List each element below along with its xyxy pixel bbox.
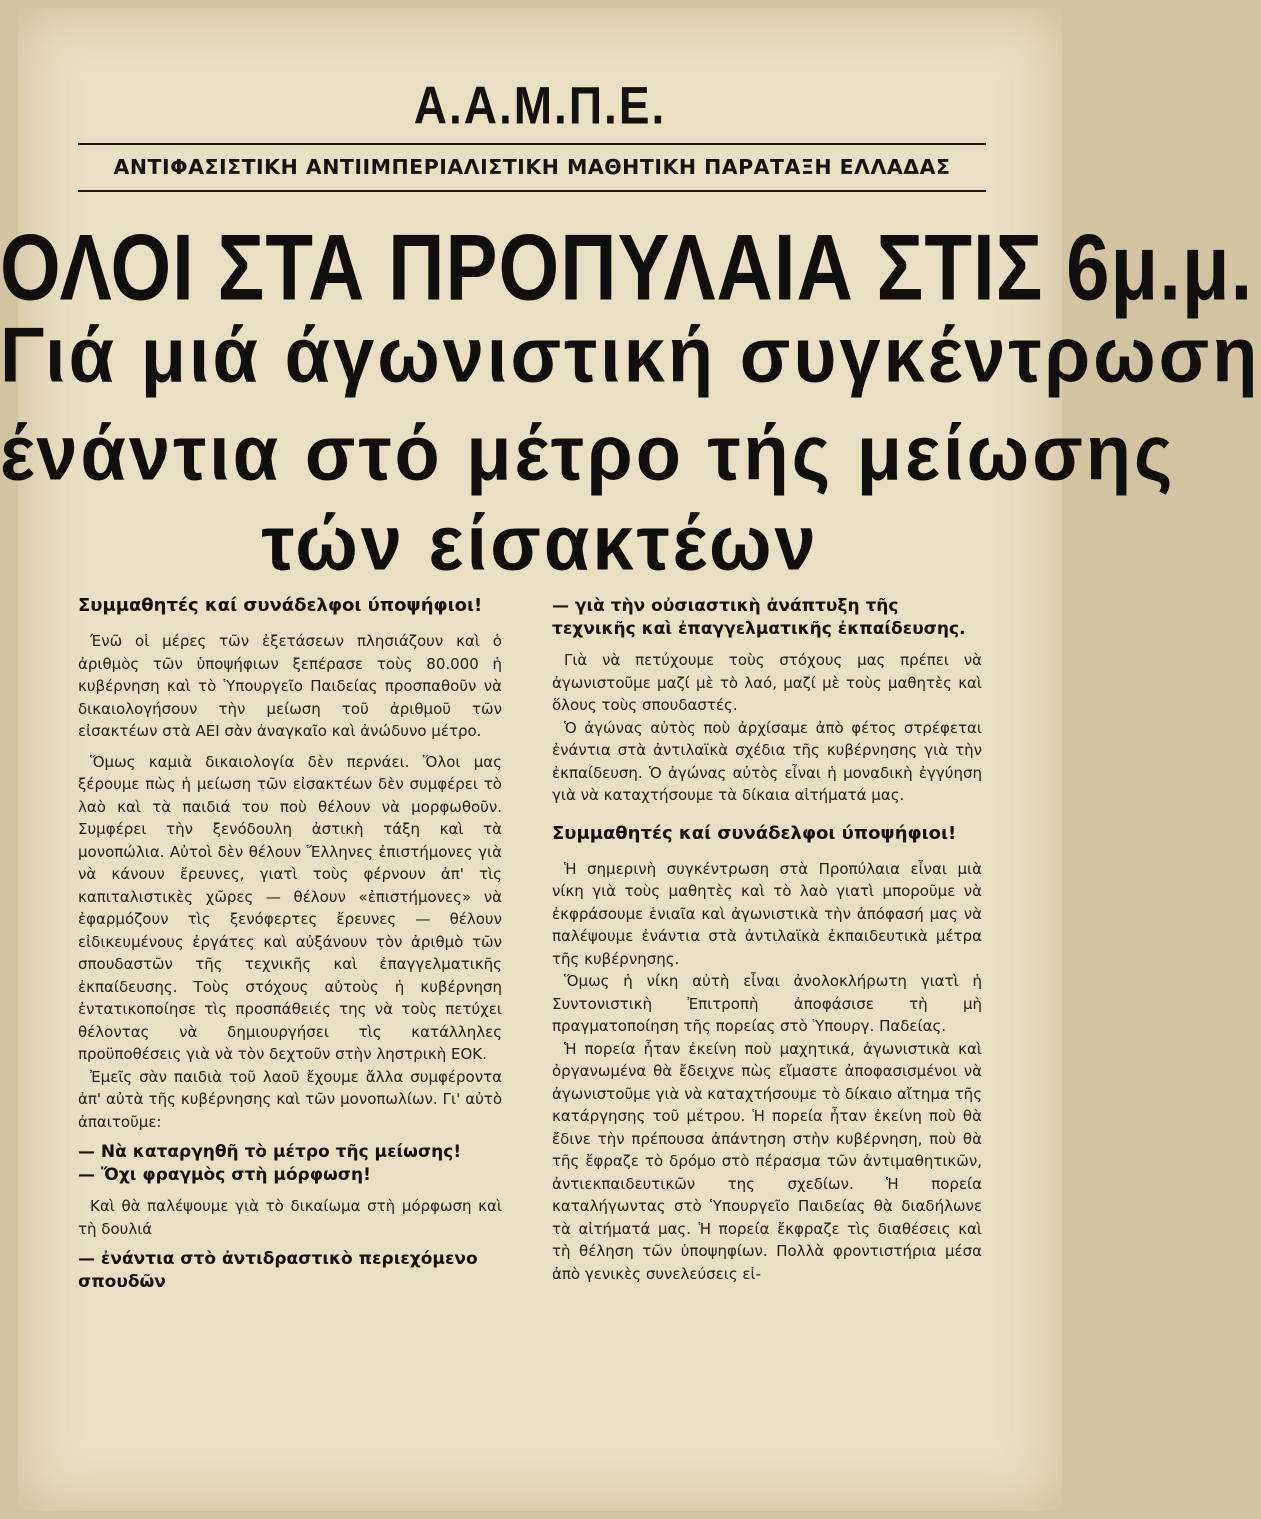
demand: — Ὄχι φραγμὸς στὴ μόρφωση! [78, 1165, 371, 1185]
header-rule-top [78, 143, 986, 145]
paragraph: Γιὰ νὰ πετύχουμε τοὺς στόχους μας πρέπει νὰ ἀγωνιστοῦμε μαζί μὲ τὸ λαό, μαζί μὲ τοὺς μαθητὲς καὶ ὅλους τοὺς σπουδαστές. [552, 651, 982, 714]
paragraph: Ὁ ἀγώνας αὐτὸς ποὺ ἀρχίσαμε ἀπὸ φέτος στρέφεται ἐνάντια στὰ ἀντιλαϊκὰ σχέδια τῆς κυβέρνησης γιὰ τὴν ἐκπαίδευση. Ὁ ἀγώνας αὐτὸς εἶναι ἡ μοναδικὴ ἐγγύηση γιὰ νὰ καταχτήσουμε τὰ δίκαια αἰτήματά μας. [552, 718, 982, 804]
headline-line-4: τών είσακτέων [261, 498, 819, 587]
paragraph: Ἐμεῖς σὰν παιδιὰ τοῦ λαοῦ ἔχουμε ἄλλα συμφέροντα ἀπ' αὐτὰ τῆς κυβέρνησης καὶ τῶν μονοπωλίων. Γι' αὐτὸ ἀπαιτοῦμε: [78, 1067, 502, 1131]
greeting: Συμμαθητές καί συνάδελφοι ύποψήφιοι! [78, 595, 483, 616]
paragraph: Ὅμως καμιὰ δικαιολογία δὲν περνάει. Ὅλοι μας ξέρουμε πὼς ἡ μείωση τῶν εἰσακτέων δὲν συμφέρει τὸ λαὸ καὶ τὰ παιδιά του ποὺ θέλουν νὰ μορφωθοῦν. Συμφέρει τὴν ξενόδουλη ἀστικὴ τάξη καὶ τὰ μονοπώλια. Αὐτοὶ δὲν θέλουν Ἕλληνες ἐπιστήμονες γιὰ νὰ κάνουν ἔρευνες, γιατὶ τοὺς φέρνουν ἀπ' τὶς καπιταλιστικὲς χῶρες — θέλουν «ἐπιστήμονες» νὰ ἐφαρμόζουν τὶς ξενόφερτες ἔρευνες — θέλουν εἰδικευμένους ἐργάτες καὶ αὐξάνουν τὸν ἀριθμὸ τῶν σπουδαστῶν τῆς τεχνικῆς καὶ ἐπαγγελματικῆς ἐκπαίδευσης. Τοὺς στόχους αὐτοὺς ἡ κυβέρνηση ἐντατικοποίησε τὶς προσπάθειές της νὰ τοὺς πετύχει θέλοντας νὰ δημιουργήσει τὶς κατάλληλες προϋποθέσεις γιὰ νὰ τὸν δεχτοῦν στὴν ληστρικὴ ΕΟΚ. [78, 752, 502, 1063]
header-rule-bottom [78, 190, 986, 192]
demand: — Νὰ καταργηθῆ τὸ μέτρο τῆς μείωσης! [78, 1142, 462, 1162]
headline-line-1: ΟΛΟΙ ΣΤΑ ΠΡΟΠΥΛΑΙΑ ΣΤΙΣ 6μ.μ. [0, 214, 1254, 320]
paragraph: Ένῶ οἱ μέρες τῶν ἐξετάσεων πλησιάζουν καὶ ὁ ἀριθμὸς τῶν ὑποψήφιων ξεπέρασε τοὺς 80.000 ἡ κυβέρνηση καὶ τὸ Ὑπουργεῖο Παιδείας προσπαθοῦν νὰ δικαιολογήσουν τὴν μείωση τοῦ ἀριθμοῦ τῶν εἰσακτέων στὰ ΑΕΙ σὰν ἀναγκαῖο καὶ ἀνώδυνο μέτρο. [78, 632, 502, 740]
paragraph: Ἡ πορεία ἦταν ἐκείνη ποὺ μαχητικά, ἀγωνιστικὰ καὶ ὀργανωμένα θὰ ἔδειχνε πὼς εἴμαστε ἀποφασισμένοι νὰ ἀγωνιστοῦμε γιὰ νὰ καταχτήσουμε τὸ δίκαιο αἴτημα τῆς κατάργησης τοῦ μέτρου. Ἡ πορεία ἦταν ἐκείνη ποὺ θὰ ἔδινε τὴν πρέπουσα ἀπάντηση στὴν κυβέρνηση, ποὺ θὰ τῆς ἔφραζε τὸ δρόμο στὸ πέρασμα τῶν ἀντιμαθητικῶν, ἀντιεκπαιδευτικῶν της σχεδίων. Ἡ πορεία καταλήγωντας στὸ Ὑπουργεῖο Παιδείας θὰ διαδήλωνε τὰ αἰτήματά μας. Ἡ πορεία ἔκφραζε τὶς διαθέσεις καὶ τὴ θέληση τῶν ὑποψηφίων. Πολλὰ φροντιστήρια μέσα ἀπὸ γενικὲς συνελεύσεις εἰ- [552, 1039, 982, 1283]
org-fullname: ΑΝΤΙΦΑΣΙΣΤΙΚΗ ΑΝΤΙΙΜΠΕΡΙΑΛΙΣΤΙΚΗ ΜΑΘΗΤΙΚΗ ΠΑΡΑΤΑΞΗ ΕΛΛΑΔΑΣ [113, 155, 951, 179]
left-column [78, 595, 502, 1294]
demand: — ἐνάντια στὸ ἀντιδραστικὸ περιεχόμενο σπουδῶν [78, 1249, 478, 1292]
paragraph: Ὅμως ἡ νίκη αὐτὴ εἶναι ἀνολοκλήρωτη γιατὶ ἡ Συντονιστικὴ Ἐπιτροπὴ ἀποφάσισε τὴ μὴ πραγματοποίηση τῆς πορείας στὸ Ὑπουργ. Παδείας. [552, 972, 982, 1035]
greeting: Συμμαθητές καί συνάδελφοι ύποψήφιοι! [552, 822, 957, 844]
org-acronym: Α.Α.Μ.Π.Ε. [413, 75, 667, 135]
paragraph: Ἡ σημερινὴ συγκέντρωση στὰ Προπύλαια εἶναι μιὰ νίκη γιὰ τοὺς μαθητὲς καὶ τὸ λαὸ γιατὶ μποροῦμε νὰ ἐκφράσουμε ἑνιαῖα καὶ ἀγωνιστικὰ τὴν ἀπόφασή μας νὰ παλέψουμε ἐνάντια στὰ ἀντιλαϊκὰ ἐκπαιδευτικὰ μέτρα τῆς κυβέρνησης. [552, 859, 982, 968]
demand: — γιὰ τὴν οὐσιαστικὴ ἀνάπτυξη τῆς τεχνικῆς καὶ ἐπαγγελματικῆς ἐκπαίδευσης. [552, 596, 966, 639]
headline-line-2: Γιά μιά άγωνιστική συγκέντρωση [0, 310, 1261, 399]
headline-line-3: ένάντια στό μέτρο τής μείωσης [0, 408, 1176, 497]
right-column [552, 595, 982, 1285]
paragraph: Καὶ θὰ παλέψουμε γιὰ τὸ δικαίωμα στὴ μόρφωση καὶ τὴ δουλιά [78, 1197, 502, 1238]
